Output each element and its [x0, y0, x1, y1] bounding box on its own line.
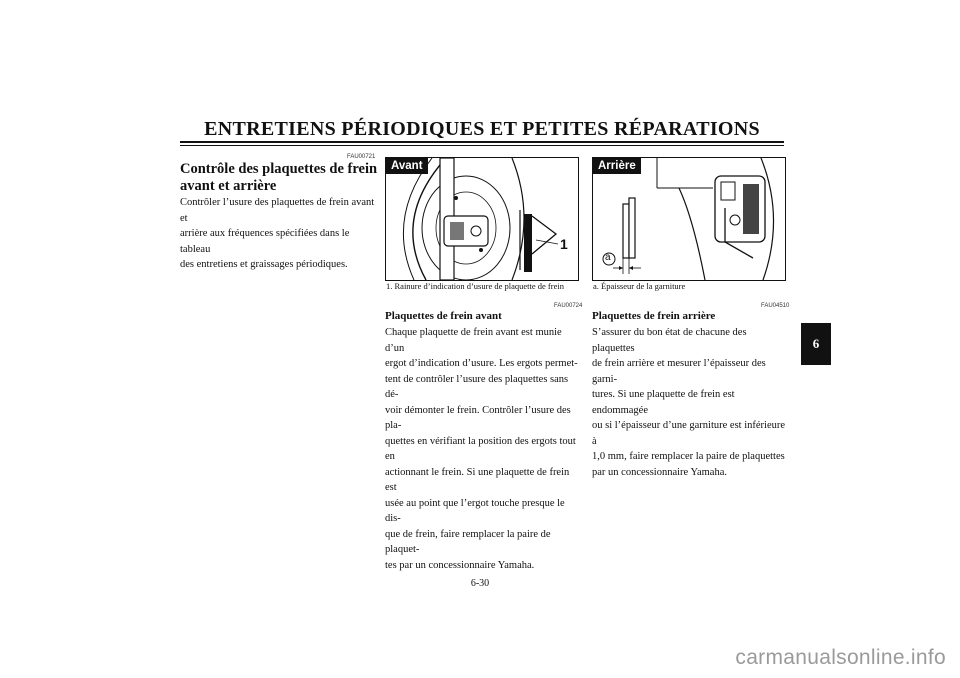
front-figure-label: Avant [386, 158, 428, 174]
rear-section-body [592, 325, 786, 480]
front-body-line-5: quettes en vérifiant la position des ergots tout en [385, 435, 576, 462]
page-number: 6-30 [470, 578, 490, 589]
chapter-tab: 6 [801, 323, 831, 365]
rear-figure-label: Arrière [593, 158, 641, 174]
front-body-line-7: usée au point que l’ergot touche presque le dis- [385, 497, 565, 524]
rear-section-code: FAU04510 [761, 303, 790, 309]
rear-section-title: Plaquettes de frein arrière [592, 310, 716, 322]
section-title [180, 161, 380, 195]
section-body-line-2: arrière aux fréquences spécifiées dans le tableau [180, 228, 350, 255]
watermark: carmanualsonline.info [735, 646, 946, 669]
rear-brake-illustration [593, 158, 785, 280]
front-section-body [385, 325, 581, 573]
front-callout-number: 1 [560, 236, 568, 252]
rear-body-line-1: S’assurer du bon état de chacune des plaquettes [592, 327, 747, 354]
section-body [180, 195, 380, 273]
front-body-line-4: voir démonter le frein. Contrôler l’usure des pla- [385, 404, 571, 431]
section-body-line-3: des entretiens et graissages périodiques. [180, 259, 348, 270]
front-body-line-9: tes par un concessionnaire Yamaha. [385, 559, 535, 571]
front-section-code: FAU00724 [554, 303, 583, 309]
rear-callout-letter: a [605, 252, 611, 263]
front-body-line-1: Chaque plaquette de frein avant est munie d’un [385, 327, 562, 354]
rear-figure-caption: a. Épaisseur de la garniture [593, 281, 686, 291]
section-title-line-2: avant et arrière [180, 178, 277, 194]
section-code: FAU00721 [347, 154, 376, 160]
section-title-line-1: Contrôle des plaquettes de frein [180, 161, 378, 177]
front-body-line-3: tent de contrôler l’usure des plaquettes sans dé- [385, 373, 569, 400]
front-brake-illustration [386, 158, 578, 280]
rear-body-line-4: ou si l’épaisseur d’une garniture est inférieure à [592, 420, 786, 447]
front-figure-caption: 1. Rainure d’indication d’usure de plaquette de frein [386, 281, 564, 291]
page-header-title: ENTRETIENS PÉRIODIQUES ET PETITES RÉPARATIONS [204, 118, 760, 140]
rear-brake-figure [592, 157, 786, 281]
rear-body-line-2: de frein arrière et mesurer l’épaisseur des garni- [592, 358, 766, 385]
front-body-line-2: ergot d’indication d’usure. Les ergots permet- [385, 358, 578, 369]
rear-body-line-3: tures. Si une plaquette de frein est endommagée [592, 389, 735, 416]
header-rule-thin [180, 145, 784, 146]
rear-body-line-6: par un concessionnaire Yamaha. [592, 466, 728, 478]
front-brake-figure [385, 157, 579, 281]
front-body-line-8: que de frein, faire remplacer la paire de plaquet- [385, 528, 551, 555]
front-body-line-6: actionnant le frein. Si une plaquette de frein est [385, 466, 570, 493]
front-section-title: Plaquettes de frein avant [385, 310, 502, 322]
header-rule-thick [180, 141, 784, 143]
rear-body-line-5: 1,0 mm, faire remplacer la paire de plaquettes [592, 451, 785, 462]
section-body-line-1: Contrôler l’usure des plaquettes de frein avant et [180, 197, 375, 224]
